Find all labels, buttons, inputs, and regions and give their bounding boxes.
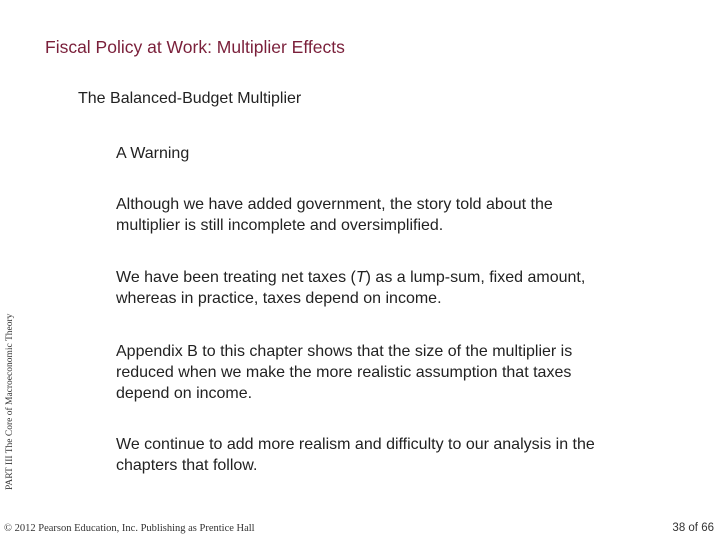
paragraph-net-taxes-pre: We have been treating net taxes (	[116, 269, 356, 286]
section-heading: A Warning	[116, 145, 190, 162]
slide-title: Fiscal Policy at Work: Multiplier Effects	[45, 37, 345, 57]
variable-T: T	[355, 269, 366, 286]
paragraph-net-taxes-post: ) as a lump-sum, fixed amount, whereas in practice, taxes depend on income.	[116, 269, 586, 307]
copyright-footer: © 2012 Pearson Education, Inc. Publishing as Prentice Hall	[4, 523, 255, 534]
page-number: 38 of 66	[672, 522, 714, 534]
sidebar-part-label	[3, 310, 17, 490]
sidebar-part-text: PART III The Core of Macroeconomic Theory	[5, 313, 15, 490]
paragraph-net-taxes	[116, 267, 596, 309]
paragraph-appendix-b: Appendix B to this chapter shows that the size of the multiplier is reduced when we make the more realistic assumption that taxes depend on income.	[116, 343, 573, 402]
paragraph-incomplete-story: Although we have added government, the story told about the multiplier is still incomplete and oversimplified.	[116, 196, 553, 234]
slide-subtitle: The Balanced-Budget Multiplier	[78, 90, 302, 107]
paragraph-more-realism: We continue to add more realism and difficulty to our analysis in the chapters that follow.	[116, 436, 595, 474]
